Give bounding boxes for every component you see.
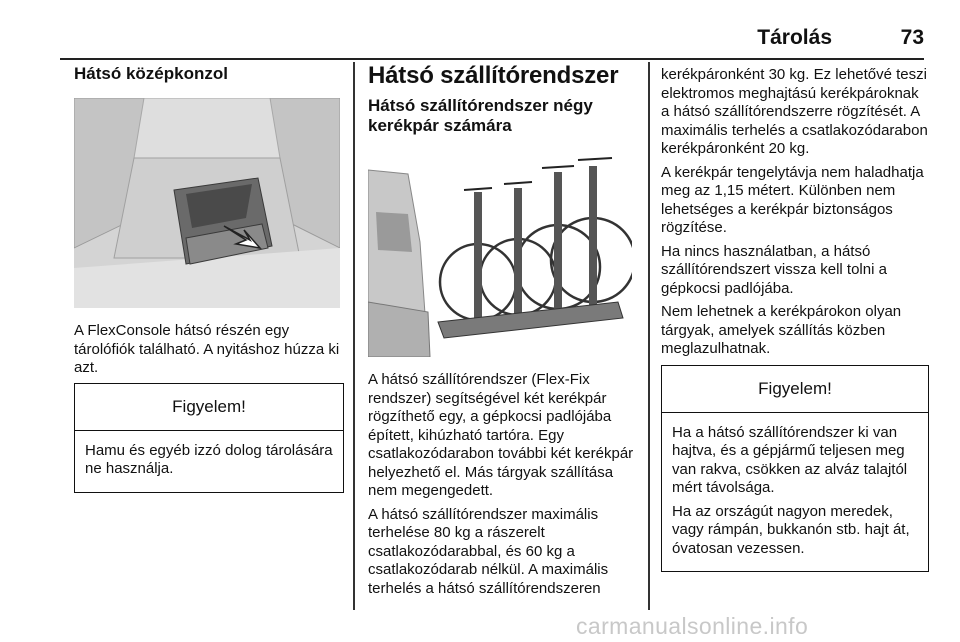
warning-text-1: Ha a hátsó szállítórendszer ki van hajtva, és a gépjármű teljesen meg van rakva, csökken az alváz talajtól mért távolsága. xyxy=(672,423,908,496)
warning-box xyxy=(74,383,344,493)
column-1 xyxy=(74,62,344,493)
carrier-paragraph-4: A kerékpár tengelytávja nem haladhatja meg az 1,15 métert. Különben nem lehetséges a kerékpár biztonságos rögzítése. xyxy=(661,163,924,236)
section-heading: Hátsó szállítórendszer xyxy=(368,62,619,89)
carrier-paragraph-2: A hátsó szállítórendszer maximális terhelése 80 kg a rászerelt csatlakozódarabbal, és 60 kg a csatlakozódarab nélkül. A maximális terhelés a hátsó szállítórendszeren xyxy=(368,505,609,597)
console-drawer-illustration xyxy=(74,98,340,308)
page-header xyxy=(60,22,924,60)
bike-carrier-illustration xyxy=(368,152,632,357)
section-heading: Hátsó középkonzol xyxy=(74,64,228,83)
warning-title: Figyelem! xyxy=(75,384,343,431)
carrier-paragraph-5: Ha nincs használatban, a hátsó szállítórendszert vissza kell tolni a gépkocsi padlójába. xyxy=(661,242,887,297)
warning-body xyxy=(75,431,343,492)
warning-box xyxy=(661,365,929,573)
console-paragraph: A FlexConsole hátsó részén egy tárolófiók található. A nyitáshoz húzza ki azt. xyxy=(74,322,340,376)
carrier-paragraph-3: kerékpáronként 30 kg. Ez lehetővé teszi elektromos meghajtású kerékpároknak a hátsó szállítórendszerre rögzítését. A maximális terhelés a csatlakozódarabon kerékpáronként 20 kg. xyxy=(661,66,928,157)
page-number: 73 xyxy=(900,26,924,49)
section-title: Tárolás xyxy=(757,26,832,49)
column-divider xyxy=(648,62,650,610)
carrier-paragraph-1: A hátsó szállítórendszer (Flex-Fix rendszer) segítségével két kerékpár rögzíthető egy, a gépkocsi padlójába épített, kihúzható tartóra. Egy csatlakozódarabon további két kerékpár helyezhető el. Más tárgyak szállítása nem megengedett. xyxy=(368,371,634,499)
warning-text: Hamu és egyéb izzó dolog tárolására ne használja. xyxy=(85,441,333,477)
warning-body xyxy=(662,413,928,572)
carrier-paragraph-6: Nem lehetnek a kerékpárokon olyan tárgyak, amelyek szállítás közben meglazulhatnak. xyxy=(661,303,902,357)
column-2 xyxy=(368,62,638,603)
subsection-heading: Hátsó szállítórendszer négy kerékpár számára xyxy=(368,96,593,135)
column-divider xyxy=(353,62,355,610)
watermark: carmanualsonline.info xyxy=(576,613,809,639)
warning-title: Figyelem! xyxy=(662,366,928,413)
column-3 xyxy=(661,62,929,572)
warning-text-2: Ha az országút nagyon meredek, vagy rámpán, bukkanón stb. hajt át, óvatosan vezessen. xyxy=(672,502,910,557)
